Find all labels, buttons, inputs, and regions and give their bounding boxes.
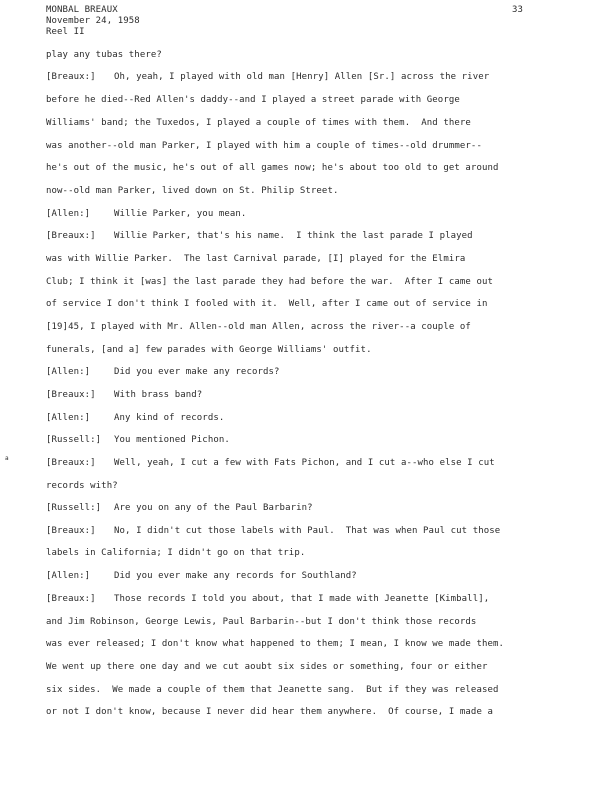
- page-number: 33: [512, 5, 524, 15]
- transcript-line: before he died--Red Allen's daddy--and I played a street parade with George: [46, 95, 460, 105]
- transcript-line: or not I don't know, because I never did hear them anywhere. Of course, I made a: [46, 707, 493, 717]
- transcript-line: We went up there one day and we cut aoubt six sides or something, four or either: [46, 662, 488, 672]
- transcript-line: Those records I told you about, that I made with Jeanette [Kimball],: [114, 594, 490, 604]
- transcript-line: of service I don't think I fooled with it. Well, after I came out of service in: [46, 299, 488, 309]
- transcript-line: You mentioned Pichon.: [114, 435, 230, 445]
- speaker-label: [Russell:]: [46, 503, 102, 513]
- transcript-line: Did you ever make any records?: [114, 367, 280, 377]
- transcript-line: six sides. We made a couple of them that Jeanette sang. But if they was released: [46, 685, 499, 695]
- transcript-line: was with Willie Parker. The last Carnival parade, [I] played for the Elmira: [46, 254, 466, 264]
- speaker-label: [Breaux:]: [46, 526, 96, 536]
- transcript-line: Oh, yeah, I played with old man [Henry] Allen [Sr.] across the river: [114, 72, 490, 82]
- speaker-label: [Breaux:]: [46, 72, 96, 82]
- transcript-line: play any tubas there?: [46, 50, 162, 60]
- speaker-label: [Allen:]: [46, 571, 91, 581]
- transcript-line: labels in California; I didn't go on that trip.: [46, 548, 306, 558]
- transcript-line: records with?: [46, 481, 118, 491]
- speaker-label: [Breaux:]: [46, 458, 96, 468]
- transcript-line: Willie Parker, you mean.: [114, 209, 247, 219]
- speaker-label: [Breaux:]: [46, 594, 96, 604]
- transcript-line: and Jim Robinson, George Lewis, Paul Barbarin--but I don't think those records: [46, 617, 477, 627]
- speaker-label: [Breaux:]: [46, 231, 96, 241]
- transcript-line: No, I didn't cut those labels with Paul. That was when Paul cut those: [114, 526, 501, 536]
- reel-label: Reel II: [46, 27, 85, 37]
- transcript-line: he's out of the music, he's out of all games now; he's about too old to get around: [46, 163, 499, 173]
- transcript-line: Williams' band; the Tuxedos, I played a couple of times with them. And there: [46, 118, 471, 128]
- transcript-line: was another--old man Parker, I played with him a couple of times--old drummer--: [46, 141, 482, 151]
- transcript-line: was ever released; I don't know what happened to them; I mean, I know we made them.: [46, 639, 505, 649]
- speaker-label: [Allen:]: [46, 367, 91, 377]
- margin-mark: a: [5, 455, 9, 462]
- transcript-line: Any kind of records.: [114, 413, 225, 423]
- transcript-line: Did you ever make any records for Southland?: [114, 571, 357, 581]
- transcript-line: now--old man Parker, lived down on St. Philip Street.: [46, 186, 339, 196]
- interviewee-name: MONBAL BREAUX: [46, 5, 118, 15]
- transcript-line: [19]45, I played with Mr. Allen--old man Allen, across the river--a couple of: [46, 322, 471, 332]
- interview-date: November 24, 1958: [46, 16, 140, 26]
- speaker-label: [Allen:]: [46, 209, 91, 219]
- transcript-line: funerals, [and a] few parades with George Williams' outfit.: [46, 345, 372, 355]
- transcript-line: Well, yeah, I cut a few with Fats Pichon, and I cut a--who else I cut: [114, 458, 495, 468]
- speaker-label: [Russell:]: [46, 435, 102, 445]
- speaker-label: [Breaux:]: [46, 390, 96, 400]
- transcript-line: Willie Parker, that's his name. I think the last parade I played: [114, 231, 473, 241]
- transcript-line: Are you on any of the Paul Barbarin?: [114, 503, 313, 513]
- transcript-line: With brass band?: [114, 390, 203, 400]
- speaker-label: [Allen:]: [46, 413, 91, 423]
- transcript-line: Club; I think it [was] the last parade they had before the war. After I came out: [46, 277, 493, 287]
